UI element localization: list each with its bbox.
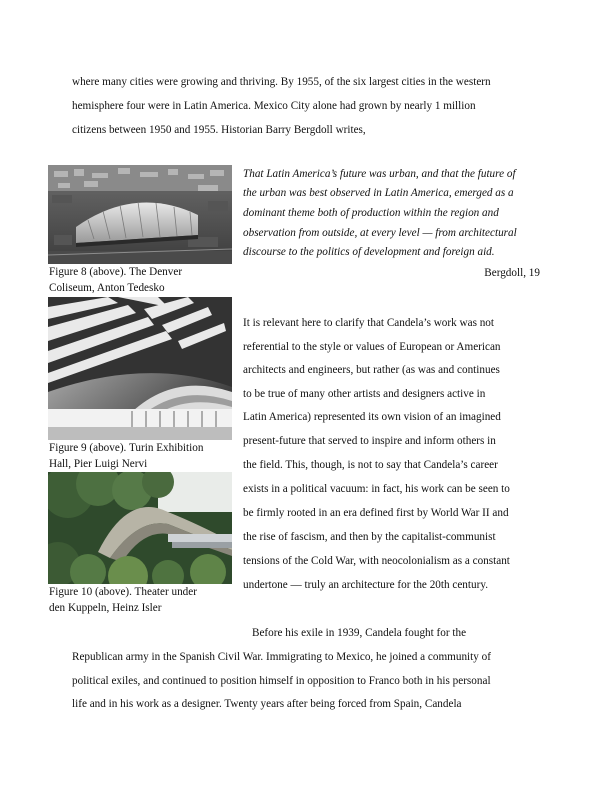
- body-text-line: undertone — truly an architecture for the 20th century.: [243, 579, 488, 591]
- body-text-line: be firmly rooted in an era defined first by World War II and: [243, 507, 509, 519]
- body-text-line: Before his exile in 1939, Candela fought for the: [252, 627, 467, 639]
- block-quote-line: observation from outside, at every level — from architectural: [243, 227, 517, 239]
- block-quote-line: That Latin America’s future was urban, and that the future of: [243, 168, 516, 180]
- figure-8-image: [48, 165, 232, 264]
- quote-citation: Bergdoll, 19: [484, 267, 540, 279]
- body-text-line: tensions of the Cold War, with neocolonialism as a constant: [243, 555, 510, 567]
- body-text-line: It is relevant here to clarify that Candela’s work was not: [243, 317, 495, 329]
- body-text-line: life and in his work as a designer. Twenty years after being forced from Spain, Candela: [72, 698, 462, 710]
- body-text-line: Latin America) represented its own vision of an imagined: [243, 411, 501, 423]
- figure-9-image: [48, 297, 232, 440]
- block-quote-line: the urban was best observed in Latin America, emerged as a: [243, 187, 514, 199]
- block-quote-line: dominant theme both of production within the region and: [243, 207, 499, 219]
- block-quote-line: discourse to the politics of development and foreign aid.: [243, 246, 495, 258]
- body-text-line: citizens between 1950 and 1955. Historian Barry Bergdoll writes,: [72, 124, 366, 136]
- figure-8-caption: Coliseum, Anton Tedesko: [49, 282, 165, 294]
- body-text-line: political exiles, and continued to position himself in opposition to Franco both in his personal: [72, 675, 491, 687]
- body-text-line: exists in a political vacuum: in fact, his work can be seen to: [243, 483, 510, 495]
- body-text-line: hemisphere four were in Latin America. Mexico City alone had grown by nearly 1 million: [72, 100, 476, 112]
- body-text-line: referential to the style or values of European or American: [243, 341, 501, 353]
- figure-9-caption: Hall, Pier Luigi Nervi: [49, 458, 148, 470]
- body-text-line: the field. This, though, is not to say that Candela’s career: [243, 459, 498, 471]
- body-text-line: architects and engineers, but rather (as was and continues: [243, 364, 500, 376]
- figure-8-caption: Figure 8 (above). The Denver: [49, 266, 183, 278]
- body-text-line: where many cities were growing and thriving. By 1955, of the six largest cities in the western: [72, 76, 491, 88]
- figure-10-caption: Figure 10 (above). Theater under: [49, 586, 197, 598]
- figure-9-caption: Figure 9 (above). Turin Exhibition: [49, 442, 204, 454]
- figure-10-caption: den Kuppeln, Heinz Isler: [49, 602, 162, 614]
- body-text-line: Republican army in the Spanish Civil War. Immigrating to Mexico, he joined a community of: [72, 651, 491, 663]
- figure-10-image: [48, 472, 232, 584]
- body-text-line: present-future that served to inspire and inform others in: [243, 435, 496, 447]
- body-text-line: to be true of many other artists and designers active in: [243, 388, 486, 400]
- body-text-line: the rise of fascism, and then by the capitalist-communist: [243, 531, 496, 543]
